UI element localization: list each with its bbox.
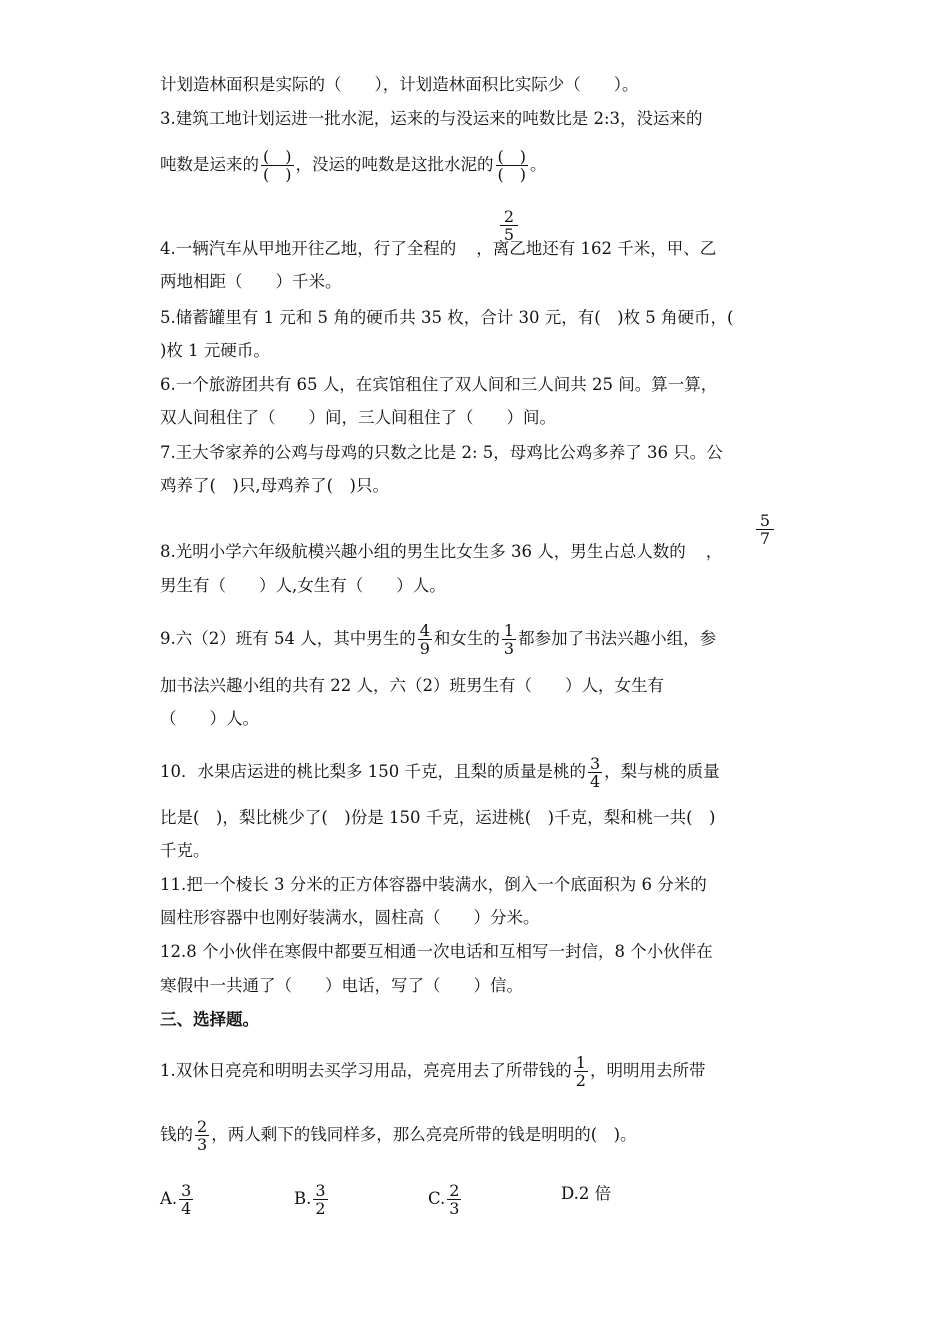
q6-line-2: 双人间租住了（ ）间，三人间租住了（ ）间。 [160, 408, 556, 427]
option-c-fraction: $\frac{2}{3}$ [449, 1181, 460, 1218]
q4-line-1: 4.一辆汽车从甲地开往乙地，行了全程的 ，离乙地还有 162 千米，甲、乙 [160, 239, 717, 258]
q3-line-1: 3.建筑工地计划运进一批水泥，运来的与没运来的吨数比是 2:3，没运来的 [160, 109, 703, 128]
fraction-2-3: $\frac{2}{3}$ [197, 1117, 208, 1154]
q5-line-2: )枚 1 元硬币。 [160, 341, 270, 360]
q6-line-1: 6.一个旅游团共有 65 人，在宾馆租住了双人间和三人间共 25 间。算一算， [160, 375, 718, 394]
fraction-2-5: $\frac{2}{5}$ [500, 208, 518, 243]
blank-fraction: $\frac{( )}{( )}$ [497, 147, 526, 184]
q10-line-3: 千克。 [160, 841, 210, 860]
fraction-5-7: $\frac{5}{7}$ [756, 512, 774, 547]
section-title-choice: 三、选择题。 [160, 1010, 259, 1029]
option-a-fraction: $\frac{3}{4}$ [181, 1181, 192, 1218]
q9-line-3: （ ）人。 [160, 709, 259, 728]
fraction-3-4: $\frac{3}{4}$ [589, 754, 601, 791]
q10-line-1: 10．水果店运进的桃比梨多 150 千克，且梨的质量是桃的 $\frac{3}{4}$ ，梨与桃的质量 [160, 754, 720, 791]
q8-line-2: 男生有（ ）人,女生有（ ）人。 [160, 576, 446, 595]
fraction-1-3: $\frac{1}{3}$ [503, 621, 515, 658]
option-b-fraction: $\frac{3}{2}$ [315, 1181, 326, 1218]
choice1-line-2: 钱的 $\frac{2}{3}$ ，两人剩下的钱同样多，那么亮亮所带的钱是明明的( )。 [160, 1117, 637, 1154]
q11-line-2: 圆柱形容器中也刚好装满水，圆柱高（ ）分米。 [160, 908, 540, 927]
fraction-4-9: $\frac{4}{9}$ [419, 621, 430, 658]
q2-continuation: 计划造林面积是实际的（ ），计划造林面积比实际少（ ）。 [160, 75, 639, 94]
blank-fraction: $\frac{( )}{( )}$ [263, 147, 292, 184]
q5-line-1: 5.储蓄罐里有 1 元和 5 角的硬币共 35 枚，合计 30 元，有( )枚 5 角硬币，( [160, 308, 734, 327]
q7-line-1: 7.王大爷家养的公鸡与母鸡的只数之比是 2: 5，母鸡比公鸡多养了 36 只。公 [160, 443, 723, 462]
q9-line-2: 加书法兴趣小组的共有 22 人，六（2）班男生有（ ）人，女生有 [160, 676, 664, 695]
q10-line-2: 比是( )，梨比桃少了( )份是 150 千克，运进桃( )千克，梨和桃一共( ) [160, 808, 716, 827]
choice1-line-1: 1.双休日亮亮和明明去买学习用品，亮亮用去了所带钱的 $\frac{1}{2}$ ，明明用去所带 [160, 1053, 706, 1090]
q7-line-2: 鸡养了( )只,母鸡养了( )只。 [160, 476, 389, 495]
q9-line-1: 9.六（2）班有 54 人，其中男生的 $\frac{4}{9}$ 和女生的 $\frac{1}{3}$ 都参加了书法兴趣小组，参 [160, 621, 717, 658]
option-a[interactable]: A. $\frac{3}{4}$ [160, 1181, 192, 1218]
option-b[interactable]: B. $\frac{3}{2}$ [294, 1181, 326, 1218]
q12-line-1: 12.8 个小伙伴在寒假中都要互相通一次电话和互相写一封信，8 个小伙伴在 [160, 942, 713, 961]
q4-line-2: 两地相距（ ）千米。 [160, 272, 342, 291]
option-c[interactable]: C. $\frac{2}{3}$ [428, 1181, 460, 1218]
q8-line-1: 8.光明小学六年级航模兴趣小组的男生比女生多 36 人，男生占总人数的 ， [160, 542, 723, 561]
q3-line-2: 吨数是运来的 $\frac{( )}{( )}$ ，没运的吨数是这批水泥的 $\frac{( )}{( )}$ 。 [160, 147, 547, 184]
fraction-1-2: $\frac{1}{2}$ [575, 1053, 586, 1090]
q11-line-1: 11.把一个棱长 3 分米的正方体容器中装满水，倒入一个底面积为 6 分米的 [160, 875, 707, 894]
option-d[interactable]: D.2 倍 [561, 1184, 612, 1203]
q12-line-2: 寒假中一共通了（ ）电话，写了（ ）信。 [160, 976, 523, 995]
